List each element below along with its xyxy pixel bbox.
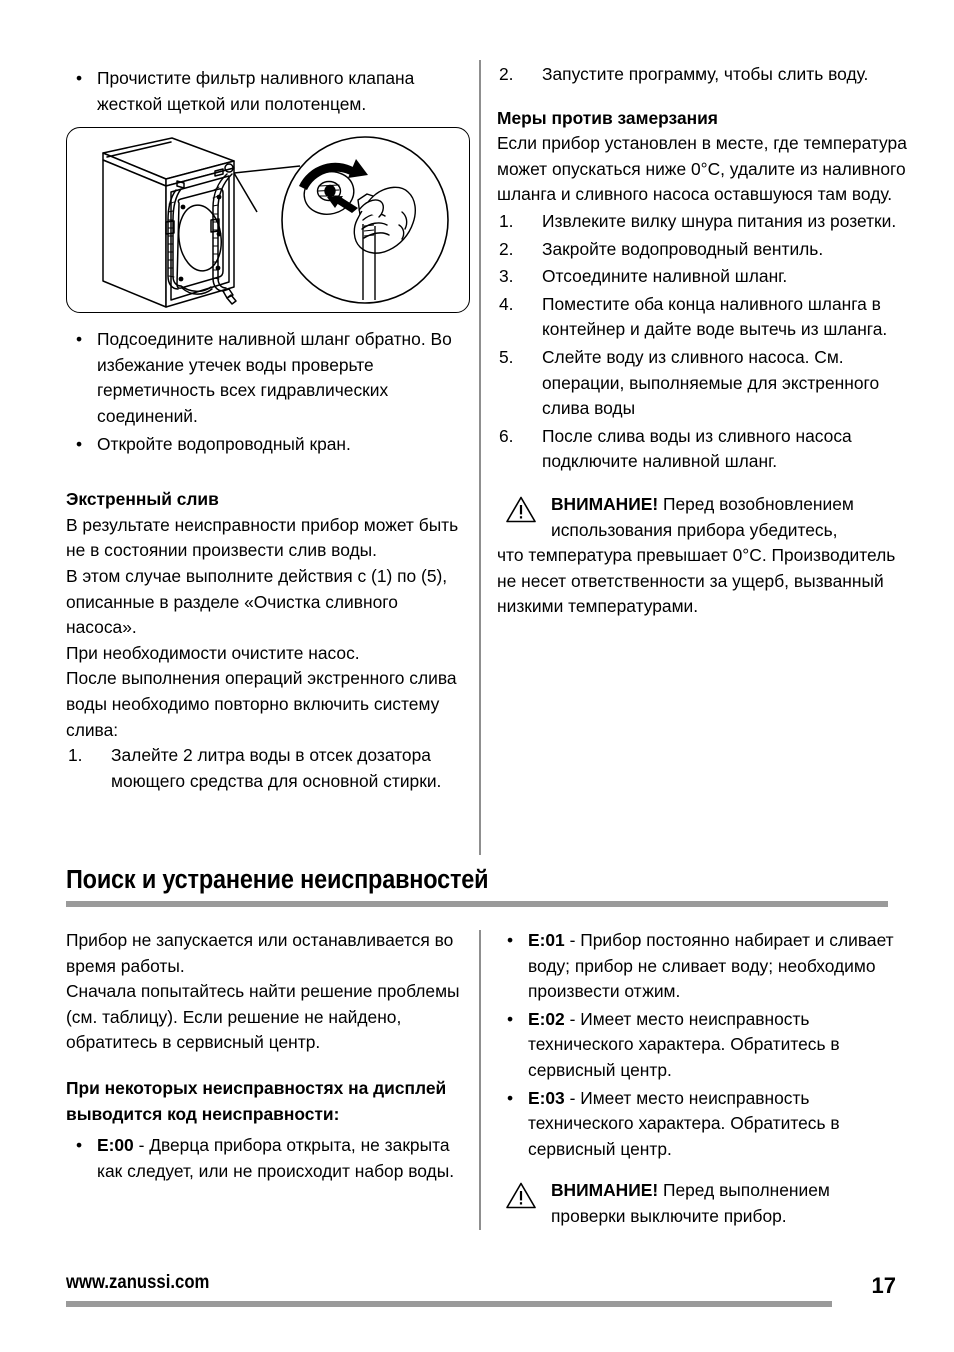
error-description: - Прибор постоянно набирает и сливает воду; прибор не сливает воду; необходимо произвести отжим.	[528, 930, 894, 1002]
step-text: Поместите оба конца наливного шланга в контейнер и дайте воде вытечь из шланга.	[542, 293, 888, 340]
paragraph: Сначала попытайтесь найти решение проблемы (см. таблицу). Если решение не найдено, обратитесь в сервисный центр.	[66, 981, 460, 1053]
section-heading-block	[66, 865, 888, 907]
list-item	[497, 345, 907, 422]
step-number: 3.	[499, 266, 514, 287]
washing-machine-hose-diagram	[67, 128, 468, 311]
reconnect-bullet-list	[66, 327, 470, 457]
top-left-column	[66, 66, 470, 796]
warning-text	[497, 1178, 909, 1229]
paragraph: После выполнения операций экстренного слива воды необходимо повторно включить систему слива:	[66, 668, 457, 740]
step-text: Залейте 2 литра воды в отсек дозатора моющего средства для основной стирки.	[111, 745, 442, 791]
inlet-hose-illustration	[66, 127, 470, 313]
page-footer	[0, 1272, 954, 1332]
error-code: E:02	[528, 1008, 565, 1029]
warning-indented-text: Перед возобновлением использования прибора убедитесь,	[551, 493, 854, 540]
footer-rule	[66, 1301, 832, 1307]
bottom-right-column	[497, 928, 909, 1230]
step-text: Отсоедините наливной шланг.	[542, 266, 788, 287]
step-number: 1.	[68, 745, 83, 766]
list-item: • Подсоедините наливной шланг обратно. Во избежание утечек воды проверьте герметичность всех гидравлических соединений.	[66, 327, 470, 429]
warning-body-text: Перед выполнением проверки выключите прибор.	[551, 1180, 830, 1226]
step-number: 2.	[499, 64, 514, 84]
warning-note-check	[497, 1178, 909, 1229]
emergency-drain-steps	[66, 743, 470, 794]
warning-triangle-icon	[505, 1181, 537, 1210]
section-rule	[66, 901, 888, 907]
error-code: E:03	[528, 1087, 565, 1108]
error-description: - Имеет место неисправность технического характера. Обратитесь в сервисный центр.	[528, 1008, 840, 1080]
emergency-drain-steps-cont	[497, 62, 907, 88]
error-code: E:01	[528, 930, 565, 950]
error-description: - Имеет место неисправность технического характера. Обратитесь в сервисный центр.	[528, 1087, 840, 1159]
warning-body-text: что температура превышает 0°C. Производитель не несет ответственности за ущерб, вызванный низкими температурами.	[497, 545, 896, 617]
list-item: • Прочистите фильтр наливного клапана жесткой щеткой или полотенцем.	[66, 66, 470, 117]
step-number: 6.	[499, 425, 514, 446]
error-description: - Дверца прибора открыта, не закрыта как следует, или не происходит набор воды.	[97, 1135, 455, 1181]
step-text: Закройте водопроводный вентиль.	[542, 238, 824, 259]
step-text: Запустите программу, чтобы слить воду.	[542, 64, 869, 84]
list-item	[497, 1007, 909, 1084]
error-code-list-left	[66, 1133, 470, 1184]
step-text: Извлеките вилку шнура питания из розетки.	[542, 210, 897, 231]
cleaning-bullet-list	[66, 66, 470, 117]
list-item	[497, 424, 907, 475]
paragraph: При необходимости очистите насос.	[66, 642, 360, 663]
paragraph: Если прибор установлен в месте, где температура может опускаться ниже 0°C, удалите из наливного шланга и сливного насоса оставшуюся там воду.	[497, 133, 907, 205]
step-number: 1.	[499, 210, 514, 231]
list-item	[497, 1086, 909, 1163]
column-divider-bottom	[479, 930, 481, 1230]
list-item	[66, 1133, 470, 1184]
step-text: Слейте воду из сливного насоса. См. операции, выполняемые для экстренного слива воды	[542, 346, 880, 419]
warning-first-line	[497, 492, 907, 543]
page-number: 17	[871, 1273, 896, 1298]
step-number: 5.	[499, 346, 514, 367]
list-item	[497, 264, 907, 290]
error-code: E:00	[97, 1135, 134, 1156]
display-code-intro: При некоторых неисправностях на дисплей выводится код неисправности:	[66, 1077, 447, 1124]
step-text: После слива воды из сливного насоса подключите наливной шланг.	[542, 425, 852, 472]
step-number: 4.	[499, 293, 514, 314]
warning-title: ВНИМАНИЕ!	[551, 493, 659, 514]
frost-protection-steps	[497, 209, 907, 475]
step-number: 2.	[499, 238, 514, 259]
list-item	[497, 292, 907, 343]
top-right-column	[497, 62, 907, 620]
error-code-list-right	[497, 928, 909, 1162]
warning-note-frost	[497, 492, 907, 620]
paragraph: Прибор не запускается или останавливается во время работы.	[66, 930, 454, 976]
list-item	[497, 62, 907, 88]
paragraph: В результате неисправности прибор может быть не в состоянии произвести слив воды.	[66, 514, 459, 561]
bottom-left-column	[66, 928, 470, 1186]
section-title: Поиск и устранение неисправностей	[66, 866, 489, 894]
list-item	[497, 928, 909, 1005]
warning-title: ВНИМАНИЕ!	[551, 1180, 659, 1201]
column-divider-top	[479, 60, 481, 855]
list-item: • Откройте водопроводный кран.	[66, 432, 470, 458]
warning-triangle-icon	[505, 495, 537, 524]
list-item	[497, 237, 907, 263]
list-item	[66, 743, 470, 794]
heading-frost-protection: Меры против замерзания	[497, 107, 718, 128]
footer-website-url: www.zanussi.com	[66, 1272, 210, 1293]
heading-emergency-drain: Экстренный слив	[66, 489, 219, 510]
paragraph: В этом случае выполните действия с (1) по (5), описанные в разделе «Очистка сливного насоса».	[66, 565, 448, 638]
list-item	[497, 209, 907, 235]
